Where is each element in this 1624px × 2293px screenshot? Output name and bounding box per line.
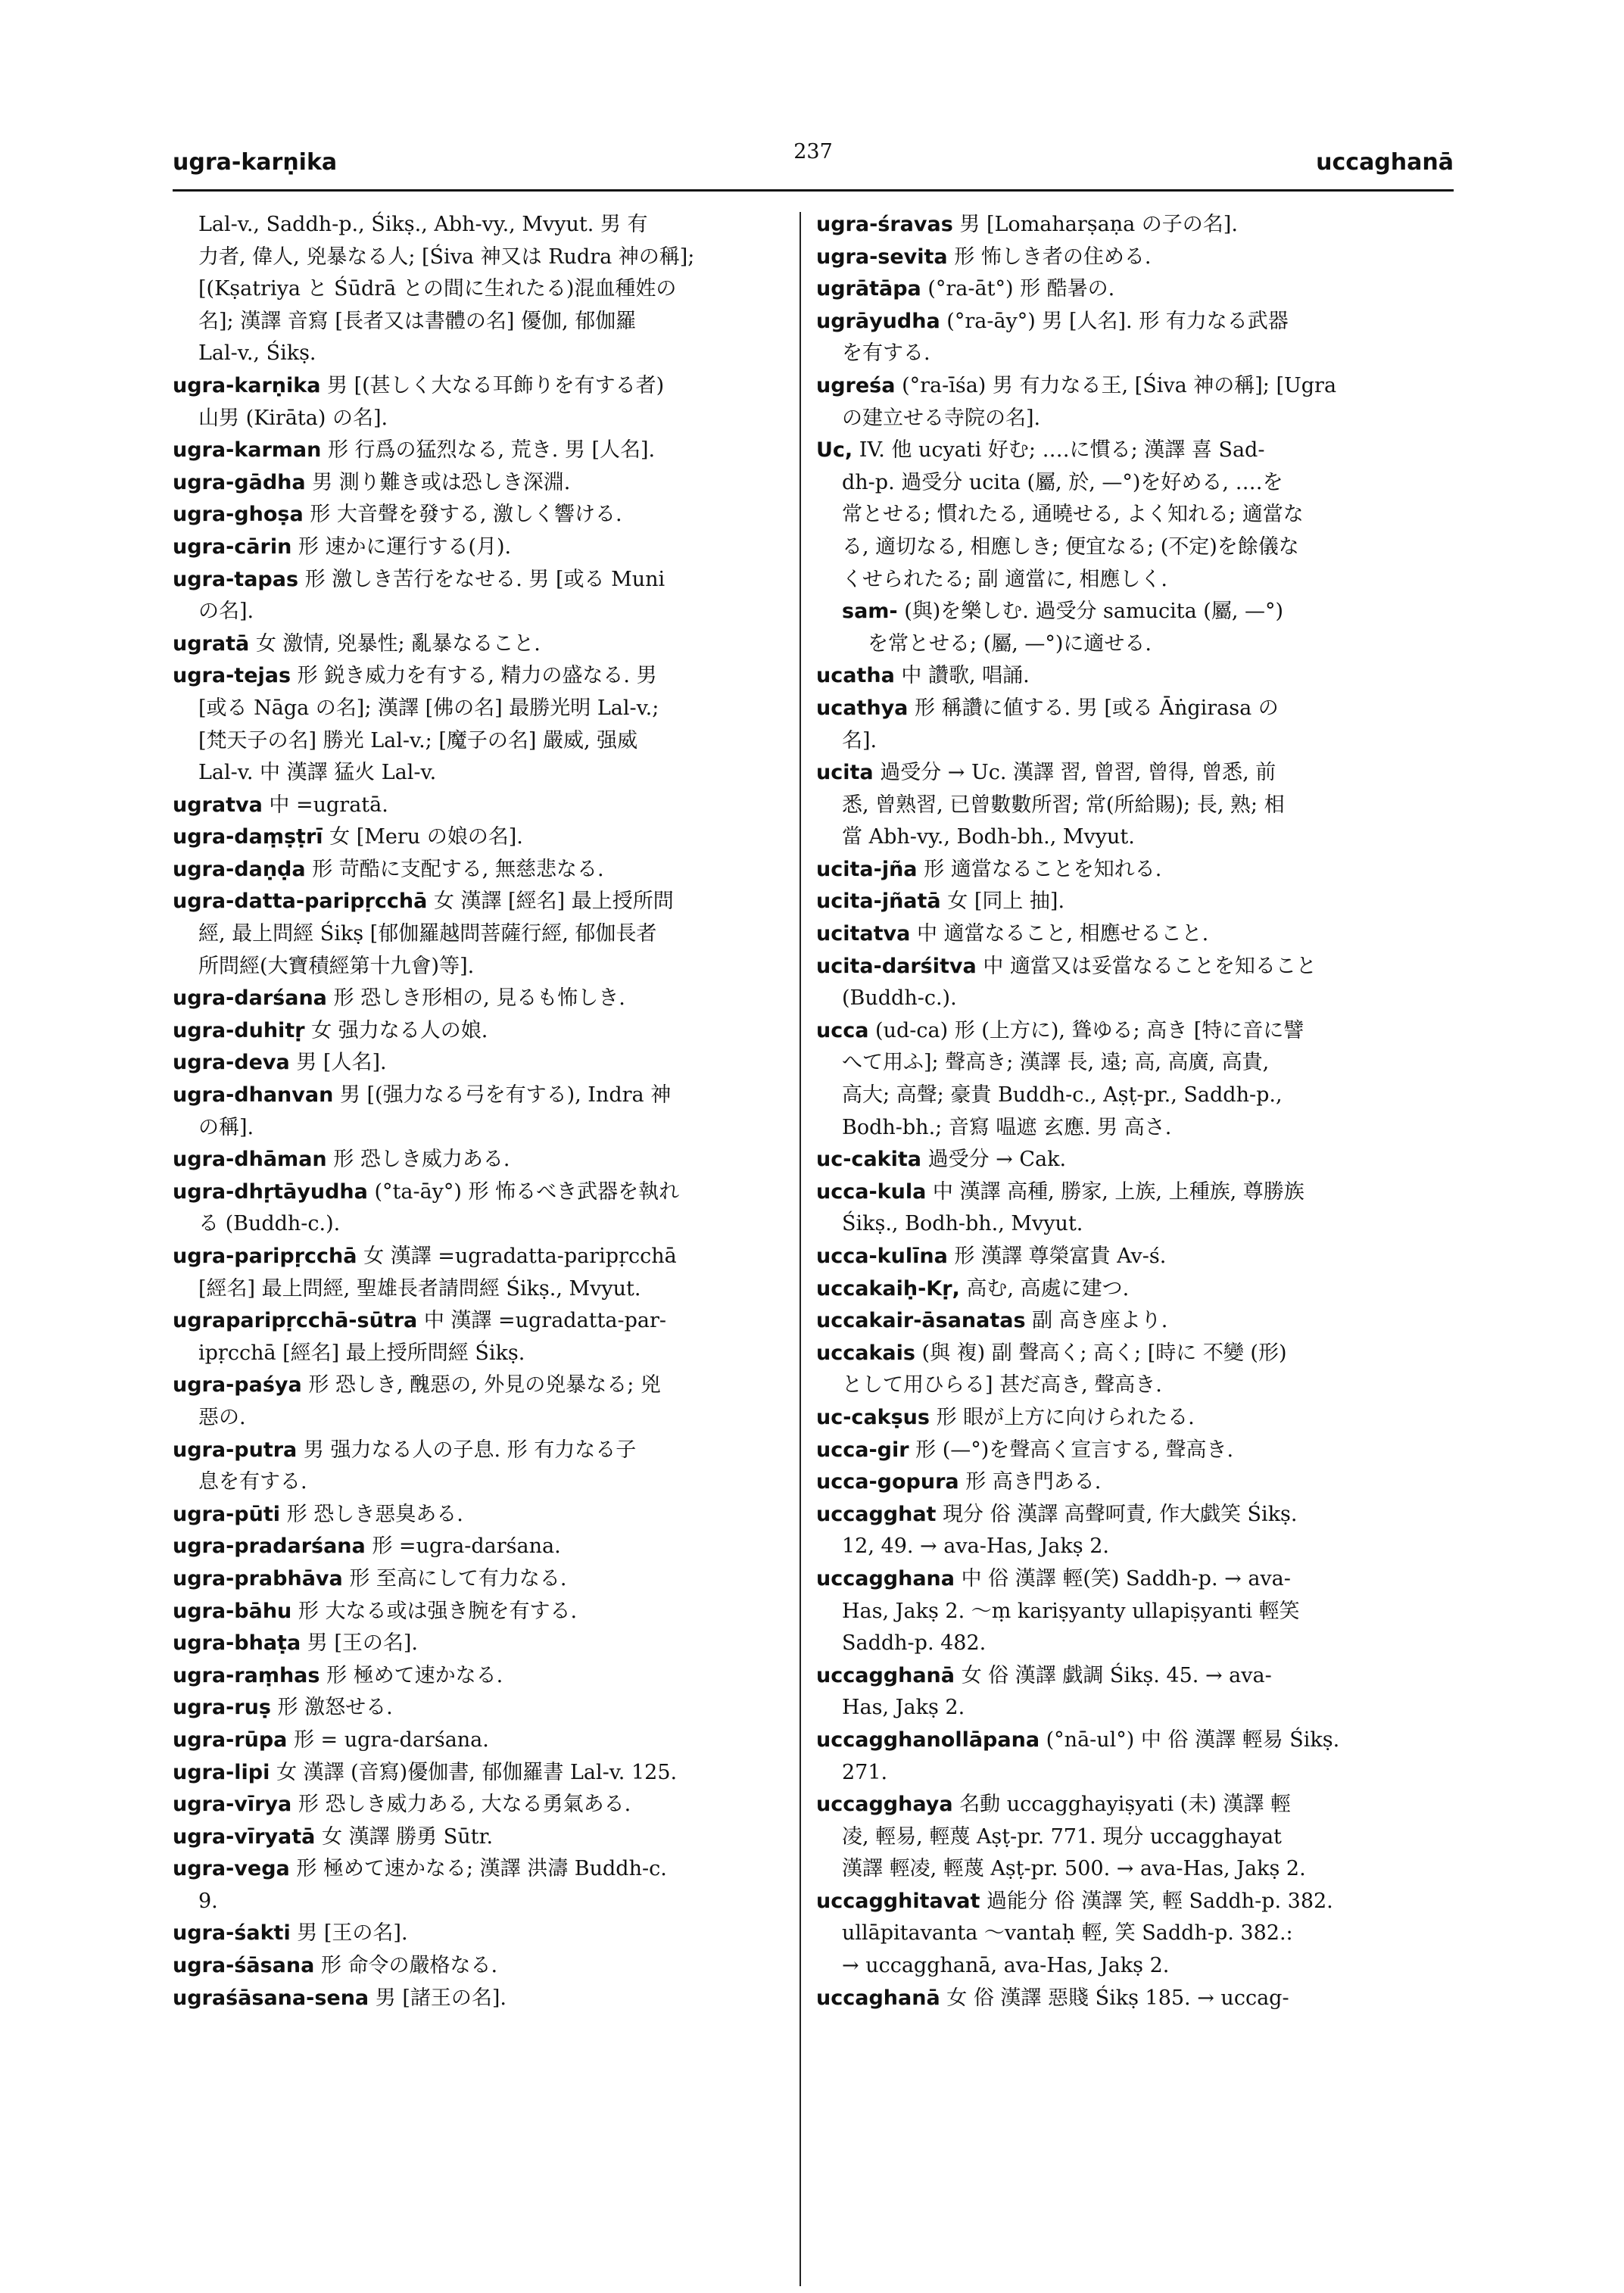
dictionary-entry <box>173 1789 793 1821</box>
entry-line: 過能分 俗 漢譯 笑, 輕 Saddh-p. 382. <box>987 1889 1333 1913</box>
dictionary-entry <box>816 306 1437 370</box>
entry-line: 女 漢譯 [經名] 最上授所問 <box>433 889 674 914</box>
entry-line: 形 命令の嚴格なる. <box>320 1954 498 1978</box>
dictionary-entry <box>173 886 793 983</box>
entry-line: 男 [(甚しく大なる耳飾りを有する者) <box>327 373 665 397</box>
entry-line: (ud-ca) 形 (上方に), 聳ゆる; 高き [特に音に譬 <box>875 1018 1304 1042</box>
dictionary-entry <box>816 1789 1437 1886</box>
headword: ugra-ghoṣa <box>173 503 304 527</box>
entry-line: 形 = ugra-darśana. <box>293 1728 489 1752</box>
headword: ugra-dhṛtāyudha <box>173 1179 368 1204</box>
dictionary-entry <box>173 1724 793 1757</box>
dictionary-entry <box>173 1563 793 1596</box>
headword: uccagghana <box>816 1566 955 1590</box>
headword: ucca-gir <box>816 1438 909 1462</box>
entry-line: ullāpitavanta 〜vantaḥ 輕, 笑 Saddh-p. 382.: <box>842 1921 1293 1946</box>
entry-line: Has, Jakṣ 2. <box>842 1696 965 1720</box>
entry-line: 息を有する. <box>198 1470 307 1494</box>
entry-line: Lal-v., Śikṣ. <box>198 341 316 366</box>
headword: ugra-raṃhas <box>173 1663 320 1687</box>
headword: ugra-daṃṣṭrī <box>173 825 323 849</box>
headword: ugra-vīryatā <box>173 1824 316 1849</box>
headword: ugra-tapas <box>173 567 299 591</box>
dictionary-entry <box>173 1176 793 1241</box>
headword: uc-cakṣus <box>816 1405 930 1429</box>
entry-line: 男 [Lomaharṣaṇa の子の名]. <box>959 213 1238 236</box>
dictionary-entry <box>173 370 793 435</box>
dictionary-entry <box>173 1080 793 1144</box>
headword: ugraśāsana-sena <box>173 1986 369 2010</box>
dictionary-entry <box>816 1983 1437 2015</box>
headword: ugra-deva <box>173 1051 290 1075</box>
entry-line: へて用ふ]; 聲高き; 漢譯 長, 遠; 高, 高廣, 高貴, <box>842 1051 1270 1075</box>
dictionary-entry <box>816 273 1437 306</box>
entry-line: 過受分 → Cak. <box>927 1148 1067 1172</box>
headword: ugrāyudha <box>816 309 940 333</box>
entry-line: 現分 俗 漢譯 高聲呵責, 作大戯笑 Śikṣ. <box>943 1502 1298 1526</box>
dictionary-entry <box>816 1724 1437 1789</box>
headword: ugratā <box>173 631 250 656</box>
page-number: 237 <box>793 140 833 164</box>
headword: ucitatva <box>816 922 911 946</box>
entry-line: [梵天子の名] 勝光 Lal-v.; [魔子の名] 嚴威, 强威 <box>198 728 638 752</box>
headword: ugra-śāsana <box>173 1954 315 1978</box>
entry-line: 山男 (Kirāta) の名]. <box>198 406 388 430</box>
entry-line: dh-p. 過受分 ucita (屬, 於, —°)を好める, ‥‥を <box>842 470 1283 494</box>
dictionary-entry <box>173 628 793 661</box>
dictionary-entry <box>173 983 793 1015</box>
dictionary-entry <box>173 1692 793 1724</box>
entry-line: 凌, 輕易, 輕蔑 Aṣṭ-pr. 771. 現分 uccagghayat <box>842 1824 1282 1849</box>
headword: ugratva <box>173 793 263 817</box>
entry-line: 形 稱讚に値する. 男 [或る Āṅgirasa の <box>915 696 1279 720</box>
entry-line: 副 高き座より. <box>1032 1309 1168 1333</box>
entry-line: 形 行爲の猛烈なる, 荒き. 男 [人名]. <box>327 438 656 463</box>
entry-line: 形 大なる或は强き腕を有する. <box>298 1599 578 1623</box>
dictionary-entry <box>816 1466 1437 1499</box>
dictionary-entry <box>816 854 1437 886</box>
headword: ucca-gopura <box>816 1470 959 1494</box>
left-guide-word: ugra-karṇika <box>173 149 338 176</box>
headword: ugra-duhitṛ <box>173 1018 305 1042</box>
dictionary-entry <box>173 1950 793 1983</box>
headword: ucita <box>816 761 874 785</box>
headword: uccakais <box>816 1341 915 1365</box>
dictionary-entry <box>816 1305 1437 1338</box>
headword: uccagghanollāpana <box>816 1728 1040 1752</box>
dictionary-entry <box>173 1241 793 1305</box>
entry-line: の建立せる寺院の名]. <box>842 406 1041 430</box>
dictionary-entry <box>173 1757 793 1790</box>
header-rule <box>173 189 1454 192</box>
headword: ugra-cārin <box>173 534 292 559</box>
entry-line: 名]; 漢譯 音寫 [長者又は書體の名] 優伽, 郁伽羅 <box>198 309 637 333</box>
entry-line: 形 大音聲を發する, 激しく響ける. <box>310 503 622 527</box>
left-column <box>173 209 793 2014</box>
entry-line: 形 怖しき者の住める. <box>954 245 1152 269</box>
headword: uccakaiḥ-Kṛ, <box>816 1276 960 1301</box>
entry-line: 中 適當なること, 相應せること. <box>916 922 1209 946</box>
headword: ugra-sevita <box>816 245 948 269</box>
dictionary-entry <box>816 1015 1437 1144</box>
headword: uccagghaya <box>816 1793 953 1817</box>
entry-line: 中 適當又は妥當なることを知ること <box>983 954 1317 978</box>
entry-line: 過受分 → Uc. 漢譯 習, 曾習, 曾得, 曾悉, 前 <box>880 761 1276 785</box>
entry-line: 名]. <box>842 728 877 752</box>
dictionary-entry <box>816 886 1437 918</box>
dictionary-entry <box>173 564 793 628</box>
dictionary-entry <box>173 1531 793 1563</box>
entry-line: 中 漢譯 =ugradatta-par- <box>423 1309 667 1333</box>
dictionary-entry <box>173 1853 793 1918</box>
entry-line: (°nā-ul°) 中 俗 漢譯 輕易 Śikṣ. <box>1046 1728 1340 1752</box>
dictionary-entry <box>173 1596 793 1628</box>
headword: ugra-datta-paripṛcchā <box>173 889 428 914</box>
headword: ugra-prabhāva <box>173 1566 343 1590</box>
dictionary-entry <box>173 1047 793 1080</box>
entry-line: 形 恐しき形相の, 見るも怖しき. <box>333 986 625 1011</box>
headword: ugra-karṇika <box>173 373 321 397</box>
entry-line: 形 (—°)を聲高く宣言する, 聲高き. <box>915 1438 1234 1462</box>
entry-line: くせられたる; 副 適當に, 相應しく. <box>842 567 1168 591</box>
dictionary-entry <box>173 435 793 467</box>
dictionary-entry <box>816 1144 1437 1176</box>
entry-line: 中 =ugratā. <box>269 793 388 817</box>
dictionary-entry <box>816 596 1437 660</box>
entry-line: 男 [王の名]. <box>297 1921 408 1946</box>
headword: uccagghat <box>816 1502 937 1526</box>
dictionary-entry <box>173 1499 793 1531</box>
headword: uc-cakita <box>816 1148 921 1172</box>
running-header <box>173 140 1454 185</box>
dictionary-entry <box>816 241 1437 274</box>
dictionary-entry <box>816 1273 1437 1306</box>
dictionary-entry <box>816 209 1437 241</box>
entry-line: (與 複) 副 聲高く; 高く; [時に 不變 (形) <box>921 1341 1287 1365</box>
entry-line: 中 俗 漢譯 輕(笑) Saddh-p. → ava- <box>961 1566 1291 1590</box>
dictionary-entry <box>173 1821 793 1854</box>
entry-line: (°ra-āy°) 男 [人名]. 形 有力なる武器 <box>946 309 1289 333</box>
entry-line: (°ra-īśa) 男 有力なる王, [Śiva 神の稱]; [Ugra <box>902 373 1337 397</box>
entry-line: 形 眼が上方に向けられたる. <box>936 1405 1195 1429</box>
entry-line: 形 恐しき威力ある, 大なる勇氣ある. <box>298 1793 631 1817</box>
entry-line: 中 漢譯 高種, 勝家, 上族, 上種族, 尊勝族 <box>932 1179 1304 1204</box>
dictionary-entry <box>816 1563 1437 1660</box>
headword: uccagghanā <box>816 1663 955 1687</box>
headword: ugra-darśana <box>173 986 327 1011</box>
dictionary-entry <box>816 1241 1437 1273</box>
entry-line: 女 俗 漢譯 戯調 Śikṣ. 45. → ava- <box>961 1663 1272 1687</box>
dictionary-entry <box>816 1660 1437 1724</box>
headword: ucca-kula <box>816 1179 927 1204</box>
dictionary-entry <box>816 918 1437 951</box>
headword: ugra-ruṣ <box>173 1696 271 1720</box>
headword: ugra-bāhu <box>173 1599 292 1623</box>
headword: ucatha <box>816 664 895 688</box>
dictionary-entry <box>173 1435 793 1499</box>
headword: ugra-putra <box>173 1438 298 1462</box>
headword: ucita-jña <box>816 857 918 881</box>
entry-line: (°ta-āy°) 形 怖るべき武器を執れ <box>374 1179 680 1204</box>
dictionary-entry <box>173 1305 793 1369</box>
headword: uccagghitavat <box>816 1889 980 1913</box>
entry-line: → uccagghanā, ava-Has, Jakṣ 2. <box>842 1954 1170 1978</box>
headword: ucca <box>816 1018 869 1042</box>
headword: ugra-karman <box>173 438 322 463</box>
headword: ugra-pradarśana <box>173 1534 366 1559</box>
entry-line: の稱]. <box>198 1115 254 1139</box>
entry-line: [(Kṣatriya と Śūdrā との間に生れたる)混血種姓の <box>198 277 677 301</box>
dictionary-entry <box>816 1338 1437 1402</box>
dictionary-entry <box>173 1628 793 1660</box>
headword: ugra-gādha <box>173 470 306 494</box>
entry-line: 形 鋭き威力を有する, 精力の盛なる. 男 <box>297 664 657 688</box>
entry-line: 女 激情, 兇暴性; 亂暴なること. <box>255 631 541 656</box>
dictionary-entry <box>816 660 1437 693</box>
headword: sam- <box>842 600 898 624</box>
entry-line: 形 適當なることを知れる. <box>924 857 1162 881</box>
headword: uccaghanā <box>816 1986 940 2010</box>
entry-line: 男 測り難き或は恐しき深淵. <box>312 470 571 494</box>
entry-line: 高む, 高處に建つ. <box>966 1276 1130 1301</box>
dictionary-entry <box>816 370 1437 435</box>
entry-line: IV. 他 ucyati 好む; ‥‥に慣る; 漢譯 喜 Sad- <box>859 438 1265 463</box>
entry-line: 悉, 曾熟習, 已曾數數所習; 常(所給賜); 長, 熟; 相 <box>842 793 1285 817</box>
entry-line: 形 =ugra-darśana. <box>372 1534 561 1559</box>
entry-line: 漢譯 輕凌, 輕蔑 Aṣṭ-pr. 500. → ava-Has, Jakṣ 2. <box>842 1857 1306 1881</box>
entry-line: 男 [(强力なる弓を有する), Indra 神 <box>339 1083 672 1108</box>
entry-line: (°ra-āt°) 形 酷暑の. <box>927 277 1115 301</box>
entry-line: を有する. <box>842 341 930 366</box>
entry-line: る, 適切なる, 相應しき; 便宜なる; (不定)を餘儀な <box>842 534 1299 559</box>
entry-line: (與)を樂しむ. 過受分 samucita (屬, —°) <box>904 600 1284 624</box>
entry-line: [經名] 最上問經, 聖雄長者請問經 Śikṣ., Mvyut. <box>198 1276 641 1301</box>
headword: ugra-vīrya <box>173 1793 292 1817</box>
headword: ucita-darśitva <box>816 954 977 978</box>
entry-line: 形 極めて速かなる. <box>326 1663 503 1687</box>
headword: ugra-pūti <box>173 1502 281 1526</box>
entry-line: として用ひらる] 甚だ高き, 聲高き. <box>842 1373 1162 1397</box>
entry-line: 力者, 偉人, 兇暴なる人; [Śiva 神又は Rudra 神の稱]; <box>198 245 695 269</box>
dictionary-entry <box>816 1402 1437 1435</box>
dictionary-entry <box>816 1499 1437 1563</box>
entry-line: ipṛcchā [經名] 最上授所問經 Śikṣ. <box>198 1341 525 1365</box>
entry-line: 形 恐しき惡臭ある. <box>286 1502 463 1526</box>
headword: ugra-dhanvan <box>173 1083 334 1108</box>
entry-line: の名]. <box>198 600 254 624</box>
entry-line: Lal-v. 中 漢譯 猛火 Lal-v. <box>198 761 437 785</box>
dictionary-entry <box>173 1918 793 1950</box>
headword: ugra-rūpa <box>173 1728 288 1752</box>
dictionary-entry <box>173 1660 793 1693</box>
entry-line: 當 Abh-vy., Bodh-bh., Mvyut. <box>842 825 1135 849</box>
entry-line: 女 俗 漢譯 惡賤 Śikṣ 185. → uccag- <box>946 1986 1289 2010</box>
entry-line: 形 激しき苦行をなせる. 男 [或る Muni <box>304 567 665 591</box>
headword: ugra-śravas <box>816 213 953 236</box>
dictionary-entry <box>816 757 1437 854</box>
entry-line: 惡の. <box>198 1405 246 1429</box>
right-guide-word: uccaghanā <box>1316 149 1454 176</box>
dictionary-entry <box>173 821 793 854</box>
headword: ugraparipṛcchā-sūtra <box>173 1309 418 1333</box>
right-column <box>816 209 1437 2014</box>
entry-line: Saddh-p. 482. <box>842 1631 987 1656</box>
headword: ugra-daṇḍa <box>173 857 306 881</box>
entry-line: (Buddh-c.). <box>842 986 957 1011</box>
headword: ugra-lipi <box>173 1760 270 1784</box>
dictionary-entry <box>173 531 793 564</box>
entry-line: 形 激怒せる. <box>277 1696 393 1720</box>
entry-line: 女 漢譯 (音寫)優伽書, 郁伽羅書 Lal-v. 125. <box>276 1760 678 1784</box>
headword: ucita-jñatā <box>816 889 941 914</box>
headword: ugreśa <box>816 373 896 397</box>
dictionary-entry <box>816 1176 1437 1241</box>
entry-line: 經, 最上問經 Śikṣ [郁伽羅越問菩薩行經, 郁伽長者 <box>198 922 657 946</box>
headword: ugra-tejas <box>173 664 291 688</box>
entry-line: 9. <box>198 1889 218 1913</box>
entry-line: 形 恐しき威力ある. <box>333 1148 510 1172</box>
headword: ugrātāpa <box>816 277 921 301</box>
dictionary-entry <box>173 1015 793 1048</box>
entry-line: 女 [同上 抽]. <box>947 889 1065 914</box>
headword: uccakair-āsanatas <box>816 1309 1026 1333</box>
entry-line: Has, Jakṣ 2. 〜ṃ kariṣyanty ullapiṣyanti 輕笑 <box>842 1599 1300 1623</box>
entry-line: 271. <box>842 1760 888 1784</box>
entry-line: 女 漢譯 =ugradatta-paripṛcchā <box>363 1245 677 1268</box>
entry-line: 形 高き門ある. <box>965 1470 1102 1494</box>
entry-line: Bodh-bh.; 音寫 嗢遮 玄應. 男 高さ. <box>842 1115 1172 1139</box>
dictionary-entry <box>173 1144 793 1176</box>
entry-line: 女 强力なる人の娘. <box>311 1018 488 1042</box>
entry-line: 形 漢譯 尊榮富貴 Av-ś. <box>954 1245 1167 1268</box>
entry-line: 形 恐しき, 醜惡の, 外見の兇暴なる; 兇 <box>308 1373 661 1397</box>
entry-line: 形 極めて速かなる; 漢譯 洪濤 Buddh-c. <box>296 1857 667 1881</box>
entry-line: る (Buddh-c.). <box>198 1212 341 1236</box>
headword: ugra-dhāman <box>173 1148 327 1172</box>
dictionary-entry <box>173 854 793 886</box>
dictionary-entry <box>173 1983 793 2015</box>
dictionary-entry <box>173 467 793 500</box>
entry-line: 男 [諸王の名]. <box>375 1986 507 2010</box>
dictionary-entry <box>173 790 793 822</box>
dictionary-entry <box>816 693 1437 757</box>
headword: ugra-paripṛcchā <box>173 1245 357 1268</box>
headword: ugra-śakti <box>173 1921 291 1946</box>
entry-line: 形 苛酷に支配する, 無慈悲なる. <box>312 857 604 881</box>
entry-line: [或る Nāga の名]; 漢譯 [佛の名] 最勝光明 Lal-v.; <box>198 696 659 720</box>
entry-line: を常とせる; (屬, —°)に適せる. <box>868 631 1152 656</box>
headword: ugra-paśya <box>173 1373 302 1397</box>
entry-line: 男 强力なる人の子息. 形 有力なる子 <box>303 1438 637 1462</box>
dictionary-entry <box>173 1369 793 1434</box>
entry-line: 男 [人名]. <box>296 1051 387 1075</box>
headword: ugra-bhaṭa <box>173 1631 301 1656</box>
entry-line: 女 漢譯 勝勇 Sūtr. <box>322 1824 494 1849</box>
entry-line: Lal-v., Saddh-p., Śikṣ., Abh-vy., Mvyut. 男 有 <box>198 213 648 236</box>
column-divider <box>800 212 801 2286</box>
headword: ucathya <box>816 696 909 720</box>
entry-line: 形 速かに運行する(月). <box>298 534 512 559</box>
headword: Uc, <box>816 438 853 463</box>
dictionary-entry <box>816 1435 1437 1467</box>
entry-continuation <box>173 209 793 370</box>
entry-line: 男 [王の名]. <box>307 1631 419 1656</box>
headword: ugra-vega <box>173 1857 290 1881</box>
entry-line: 12, 49. → ava-Has, Jakṣ 2. <box>842 1534 1109 1559</box>
entry-line: 女 [Meru の娘の名]. <box>329 825 523 849</box>
entry-line: 形 至高にして有力なる. <box>349 1566 567 1590</box>
headword: ucca-kulīna <box>816 1245 948 1268</box>
dictionary-entry <box>173 499 793 531</box>
dictionary-entry <box>816 435 1437 596</box>
dictionary-entry <box>816 1886 1437 1983</box>
entry-line: Śikṣ., Bodh-bh., Mvyut. <box>842 1212 1083 1236</box>
entry-line: 中 讚歌, 唱誦. <box>901 664 1030 688</box>
entry-line: 所問經(大寶積經第十九會)等]. <box>198 954 475 978</box>
entry-line: 高大; 高聲; 豪貴 Buddh-c., Aṣṭ-pr., Saddh-p., <box>842 1083 1283 1108</box>
entry-line: 常とせる; 慣れたる, 通曉せる, よく知れる; 適當な <box>842 503 1304 527</box>
entry-line: 名動 uccagghayiṣyati (未) 漢譯 輕 <box>959 1793 1291 1817</box>
dictionary-entry <box>816 951 1437 1015</box>
dictionary-entry <box>173 660 793 789</box>
